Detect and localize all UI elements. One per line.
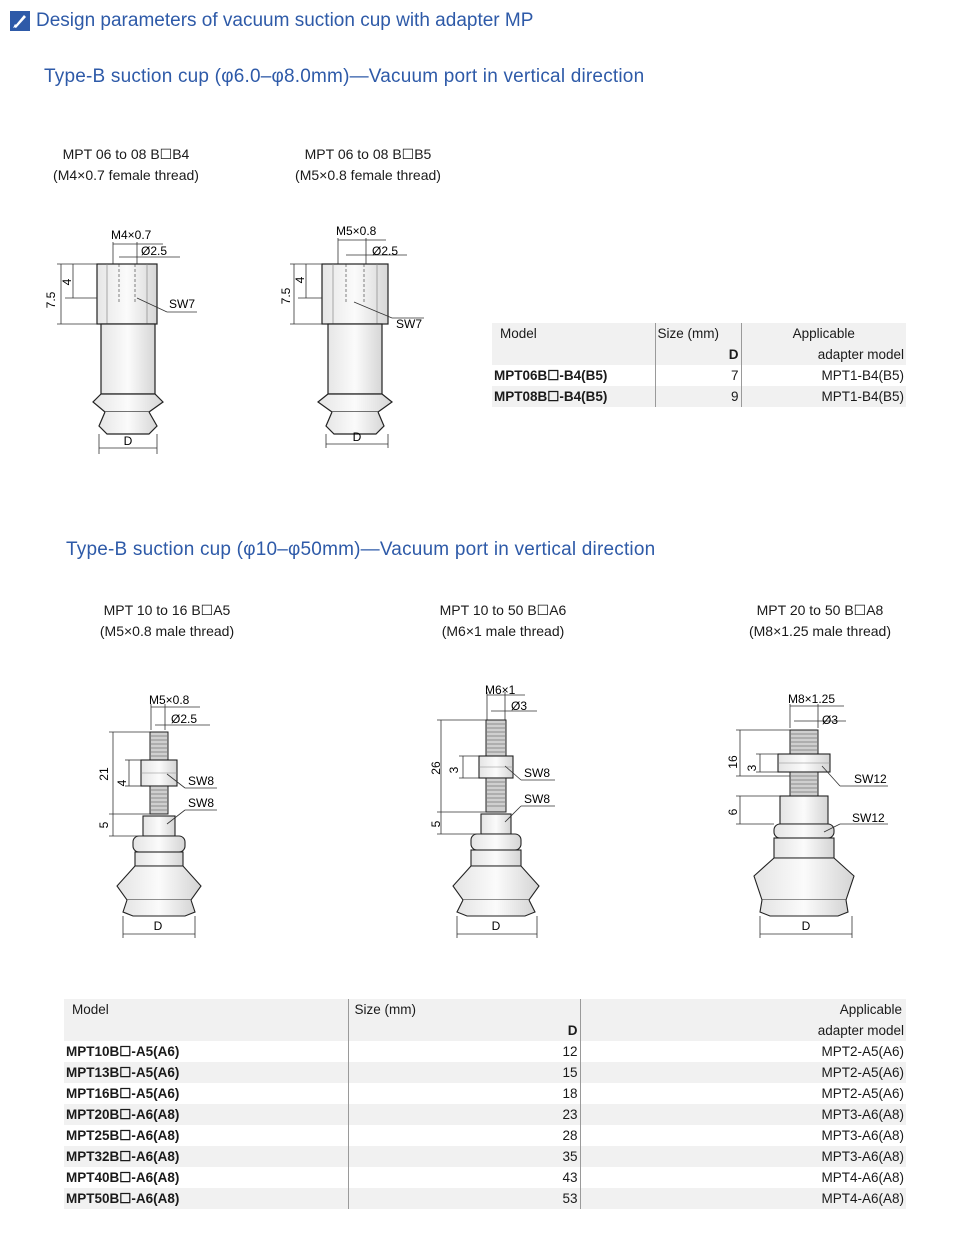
dim-total-label: 26 (429, 761, 443, 775)
col-header-size: Size (mm) (655, 323, 741, 344)
table-row: MPT16B☐-A5(A6) 18 MPT2-A5(A6) (64, 1083, 906, 1104)
page-title: Design parameters of vacuum suction cup with adapter MP (36, 10, 534, 31)
dim-nut-label: 3 (447, 766, 461, 774)
col-header-model: Model (492, 323, 655, 365)
drawing-a5-male (95, 690, 225, 945)
col-header-model: Model (64, 999, 348, 1041)
bore-label: Ø3 (511, 699, 528, 713)
col-header-d: D (655, 344, 741, 365)
table-row: MPT50B☐-A6(A8) 53 MPT4-A6(A8) (64, 1188, 906, 1209)
s1-caption-b4 (36, 144, 216, 186)
col-header-adapter-1: Applicable (741, 323, 906, 344)
sw-top-label: SW12 (854, 772, 887, 786)
dim-nut-label: 3 (745, 764, 759, 772)
bore-label: Ø3 (822, 713, 839, 727)
dim-b-label: 4 (293, 276, 307, 284)
d-label: D (153, 919, 163, 933)
thread-label: M8×1.25 (788, 692, 836, 706)
caption-thread: (M5×0.8 female thread) (295, 167, 441, 183)
col-header-size: Size (mm) (348, 999, 580, 1020)
caption-model: MPT 20 to 50 B☐A8 (756, 602, 884, 618)
bore-label: Ø2.5 (171, 712, 198, 726)
sw-bottom-label: SW8 (524, 792, 551, 806)
drawing-b5-female (262, 222, 462, 460)
caption-thread: (M5×0.8 male thread) (99, 623, 235, 639)
drawing-a8-male (720, 690, 895, 942)
s2-caption-a8 (720, 600, 920, 642)
caption-model: MPT 10 to 16 B☐A5 (103, 602, 231, 618)
thread-label: M6×1 (485, 683, 516, 697)
table-row: MPT20B☐-A6(A8) 23 MPT3-A6(A8) (64, 1104, 906, 1125)
col-header-adapter-2: adapter model (580, 1020, 906, 1041)
dim-total-label: 16 (726, 755, 740, 769)
table-row: MPT25B☐-A6(A8) 28 MPT3-A6(A8) (64, 1125, 906, 1146)
table-row: MPT40B☐-A6(A8) 43 MPT4-A6(A8) (64, 1167, 906, 1188)
bore-label: Ø2.5 (141, 244, 168, 258)
table-row: MPT10B☐-A5(A6) 12 MPT2-A5(A6) (64, 1041, 906, 1062)
header-pen-icon (10, 11, 30, 31)
thread-label: M5×0.8 (336, 224, 377, 238)
d-label: D (801, 919, 811, 933)
col-header-adapter-2: adapter model (741, 344, 906, 365)
section2-title: Type-B suction cup (φ10–φ50mm)—Vacuum port in vertical direction (66, 539, 656, 560)
dim-base-label: 5 (97, 821, 111, 829)
caption-model: MPT 10 to 50 B☐A6 (439, 602, 567, 618)
spec-table-large (64, 999, 906, 1209)
dim-nut-label: 4 (115, 779, 129, 787)
table-row: MPT06B☐-B4(B5) 7 MPT1-B4(B5) (492, 365, 906, 386)
d-label: D (352, 430, 362, 444)
caption-model: MPT 06 to 08 B☐B4 (62, 146, 190, 162)
caption-thread: (M8×1.25 male thread) (748, 623, 892, 639)
d-label: D (491, 919, 501, 933)
col-header-adapter-1: Applicable (580, 999, 906, 1020)
d-label: D (123, 434, 133, 448)
spec-table-small (492, 323, 906, 407)
col-header-d: D (348, 1020, 580, 1041)
section1-title: Type-B suction cup (φ6.0–φ8.0mm)—Vacuum port in vertical direction (44, 66, 645, 87)
sw-label: SW7 (169, 297, 196, 311)
sw-label: SW7 (396, 317, 423, 331)
s2-caption-a5 (72, 600, 262, 642)
dim-b-label: 4 (60, 278, 74, 286)
sw-bottom-label: SW8 (188, 796, 215, 810)
sw-top-label: SW8 (524, 766, 551, 780)
s2-caption-a6 (408, 600, 598, 642)
s1-caption-b5 (278, 144, 458, 186)
caption-model: MPT 06 to 08 B☐B5 (304, 146, 432, 162)
table-row: MPT13B☐-A5(A6) 15 MPT2-A5(A6) (64, 1062, 906, 1083)
dim-total-label: 21 (97, 767, 111, 781)
dim-a-label: 7.5 (44, 291, 58, 309)
thread-label: M4×0.7 (111, 228, 152, 242)
table-row: MPT32B☐-A6(A8) 35 MPT3-A6(A8) (64, 1146, 906, 1167)
drawing-b4-female (35, 222, 235, 460)
dim-base-label: 5 (429, 820, 443, 828)
bore-label: Ø2.5 (372, 244, 399, 258)
thread-label: M5×0.8 (149, 693, 190, 707)
caption-thread: (M6×1 male thread) (441, 623, 565, 639)
dim-a-label: 7.5 (279, 287, 293, 305)
dim-base-label: 6 (726, 808, 740, 816)
sw-bottom-label: SW12 (852, 811, 885, 825)
sw-top-label: SW8 (188, 774, 215, 788)
table-row: MPT08B☐-B4(B5) 9 MPT1-B4(B5) (492, 386, 906, 407)
caption-thread: (M4×0.7 female thread) (53, 167, 199, 183)
drawing-a6-male (425, 680, 560, 942)
